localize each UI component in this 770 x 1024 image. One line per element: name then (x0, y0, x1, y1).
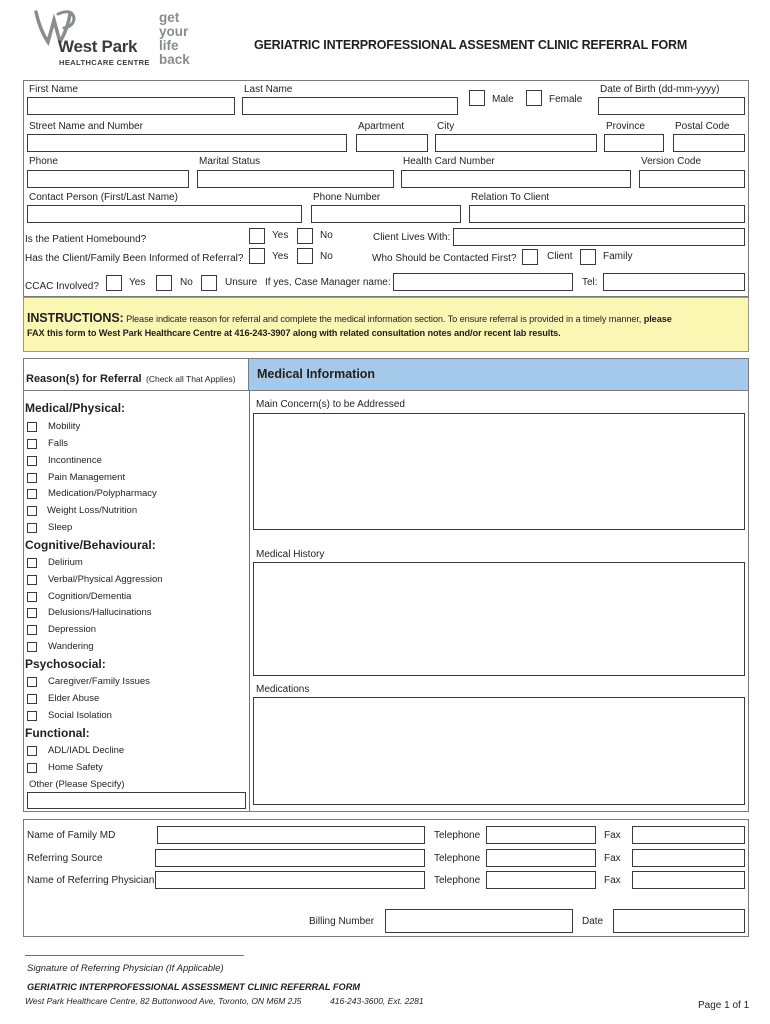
logo-sub: HEALTHCARE CENTRE (59, 58, 150, 67)
female-checkbox[interactable] (526, 90, 542, 106)
tagline-word: back (159, 52, 190, 67)
reason-checkbox[interactable] (27, 746, 37, 756)
homebound-no-label: No (320, 230, 333, 241)
reason-checkbox[interactable] (27, 575, 37, 585)
referring-physician-label: Name of Referring Physician (27, 875, 155, 886)
category-medical-physical: Medical/Physical: (25, 401, 126, 415)
male-checkbox[interactable] (469, 90, 485, 106)
contact-first-question: Who Should be Contacted First? (372, 253, 517, 264)
tagline-word: your (159, 24, 189, 39)
medical-history-label: Medical History (256, 549, 325, 560)
instructions-text-1: Please indicate reason for referral and complete the medical information section. To ensure referral is provided in a timely manner, (126, 314, 642, 324)
page-number: Page 1 of 1 (698, 1000, 750, 1011)
tel-label: Tel: (582, 277, 598, 288)
contact-person-input[interactable] (27, 205, 302, 223)
footer-phone: 416-243-3600, Ext. 2281 (330, 996, 424, 1006)
instructions-heading: INSTRUCTIONS: (27, 311, 124, 325)
dob-input[interactable] (598, 97, 745, 115)
physician-fax-input[interactable] (632, 871, 745, 889)
tel-input[interactable] (603, 273, 745, 291)
instructions-line-1 (27, 311, 672, 325)
reason-checkbox[interactable] (27, 694, 37, 704)
logo-brand: West Park (58, 37, 138, 56)
reason-checkbox[interactable] (27, 489, 37, 499)
reason-checkbox[interactable] (27, 422, 37, 432)
postal-label: Postal Code (675, 121, 730, 132)
reason-label: Elder Abuse (48, 693, 100, 704)
reason-label: ADL/IADL Decline (48, 745, 125, 756)
referring-source-input[interactable] (155, 849, 425, 867)
source-fax-label: Fax (604, 853, 621, 864)
category-functional: Functional: (25, 726, 90, 740)
reason-label: Incontinence (48, 455, 102, 466)
reason-checkbox[interactable] (27, 608, 37, 618)
family-md-label: Name of Family MD (27, 830, 116, 841)
reason-label: Mobility (48, 421, 81, 432)
last-name-input[interactable] (242, 97, 458, 115)
billing-number-label: Billing Number (309, 916, 375, 927)
province-input[interactable] (604, 134, 664, 152)
reasons-header-title: Reason(s) for Referral (26, 373, 142, 385)
informed-yes-checkbox[interactable] (249, 248, 265, 264)
informed-yes-label: Yes (272, 251, 289, 262)
source-telephone-input[interactable] (486, 849, 596, 867)
form-title: GERIATRIC INTERPROFESSIONAL ASSESMENT CLINIC REFERRAL FORM (254, 38, 688, 52)
medical-header-title: Medical Information (257, 367, 376, 381)
logo (28, 8, 198, 72)
male-label: Male (492, 94, 514, 105)
phone-label: Phone (29, 156, 58, 167)
reasons-header-sub: (Check all That Applies) (146, 374, 236, 384)
tagline-word: life (159, 38, 179, 53)
reasons-header (24, 359, 249, 391)
reason-label: Falls (48, 438, 69, 449)
homebound-yes-checkbox[interactable] (249, 228, 265, 244)
instructions-line-2: FAX this form to West Park Healthcare Centre at 416-243-3907 along with related consultation notes and/or recent lab results. (27, 328, 561, 338)
tagline-word: get (159, 10, 180, 25)
apartment-input[interactable] (356, 134, 428, 152)
reason-label: Pain Management (48, 472, 126, 483)
phone-input[interactable] (27, 170, 189, 188)
marital-label: Marital Status (199, 156, 261, 167)
reason-label: Wandering (48, 641, 94, 652)
informed-no-checkbox[interactable] (297, 248, 313, 264)
family-md-telephone-input[interactable] (486, 826, 596, 844)
reason-checkbox[interactable] (27, 456, 37, 466)
reason-label: Home Safety (48, 762, 103, 773)
physician-fax-label: Fax (604, 875, 621, 886)
first-name-input[interactable] (27, 97, 235, 115)
marital-input[interactable] (197, 170, 394, 188)
relation-input[interactable] (469, 205, 745, 223)
instructions-text-1-bold: please (643, 314, 672, 324)
city-label: City (437, 121, 455, 132)
informed-question: Has the Client/Family Been Informed of Referral? (25, 253, 244, 264)
reason-checkbox[interactable] (27, 625, 37, 635)
health-card-input[interactable] (401, 170, 631, 188)
reason-checkbox[interactable] (27, 642, 37, 652)
contact-person-label: Contact Person (First/Last Name) (29, 192, 178, 203)
case-manager-label: If yes, Case Manager name: (265, 277, 391, 288)
apartment-label: Apartment (358, 121, 405, 132)
homebound-question: Is the Patient Homebound? (25, 234, 147, 245)
lives-with-label: Client Lives With: (373, 232, 451, 243)
date-label: Date (582, 916, 604, 927)
ccac-yes-checkbox[interactable] (106, 275, 122, 291)
lives-with-input[interactable] (453, 228, 745, 246)
reason-label: Depression (48, 624, 97, 635)
reason-checkbox[interactable] (27, 558, 37, 568)
case-manager-input[interactable] (393, 273, 573, 291)
footer-address: West Park Healthcare Centre, 82 Buttonwood Ave, Toronto, ON M6M 2J5 (25, 996, 302, 1006)
reason-checkbox[interactable] (27, 523, 37, 533)
other-specify-label: Other (Please Specify) (29, 779, 125, 790)
medications-textarea[interactable] (253, 697, 745, 805)
reason-label: Caregiver/Family Issues (48, 676, 150, 687)
logo-tagline (159, 11, 190, 67)
reason-label: Delirium (48, 557, 83, 568)
ccac-question: CCAC Involved? (25, 281, 99, 292)
female-label: Female (549, 94, 583, 105)
reason-checkbox[interactable] (27, 473, 37, 483)
reason-label: Medication/Polypharmacy (48, 488, 157, 499)
ccac-no-label: No (180, 277, 193, 288)
main-concern-label: Main Concern(s) to be Addressed (256, 399, 405, 410)
billing-number-input[interactable] (385, 909, 573, 933)
street-input[interactable] (27, 134, 347, 152)
referring-source-label: Referring Source (27, 853, 103, 864)
family-md-fax-label: Fax (604, 830, 621, 841)
section-divider (249, 391, 250, 811)
reason-checkbox[interactable] (27, 711, 37, 721)
referring-physician-input[interactable] (155, 871, 425, 889)
dob-label: Date of Birth (dd-mm-yyyy) (600, 84, 720, 95)
province-label: Province (606, 121, 645, 132)
reason-checkbox[interactable] (27, 677, 37, 687)
category-cognitive-behavioural: Cognitive/Behavioural: (25, 538, 156, 552)
ccac-unsure-checkbox[interactable] (201, 275, 217, 291)
family-md-telephone-label: Telephone (434, 830, 481, 841)
ccac-no-checkbox[interactable] (156, 275, 172, 291)
main-concern-textarea[interactable] (253, 413, 745, 530)
informed-no-label: No (320, 251, 333, 262)
contact-family-checkbox[interactable] (580, 249, 596, 265)
family-md-fax-input[interactable] (632, 826, 745, 844)
signature-label: Signature of Referring Physician (If Applicable) (27, 963, 224, 974)
relation-label: Relation To Client (471, 192, 550, 203)
contact-family-label: Family (603, 251, 633, 262)
reason-label: Weight Loss/Nutrition (47, 505, 138, 516)
contact-phone-input[interactable] (311, 205, 461, 223)
reason-checkbox[interactable] (27, 763, 37, 773)
street-label: Street Name and Number (29, 121, 143, 132)
physician-telephone-label: Telephone (434, 875, 481, 886)
version-label: Version Code (641, 156, 702, 167)
version-input[interactable] (639, 170, 745, 188)
contact-client-label: Client (547, 251, 573, 262)
contact-client-checkbox[interactable] (522, 249, 538, 265)
city-input[interactable] (435, 134, 597, 152)
reason-label: Sleep (48, 522, 73, 533)
medical-header (249, 359, 748, 391)
physician-telephone-input[interactable] (486, 871, 596, 889)
first-name-label: First Name (29, 84, 78, 95)
reason-label: Social Isolation (48, 710, 112, 721)
footer-title: GERIATRIC INTERPROFESSIONAL ASSESSMENT CLINIC REFERRAL FORM (27, 982, 360, 992)
health-card-label: Health Card Number (403, 156, 495, 167)
reason-checkbox[interactable] (27, 506, 37, 516)
reason-checkbox[interactable] (27, 592, 37, 602)
reason-checkbox[interactable] (27, 439, 37, 449)
last-name-label: Last Name (244, 84, 293, 95)
family-md-input[interactable] (157, 826, 425, 844)
homebound-yes-label: Yes (272, 230, 289, 241)
other-specify-input[interactable] (27, 792, 246, 809)
source-telephone-label: Telephone (434, 853, 481, 864)
category-psychosocial: Psychosocial: (25, 657, 106, 671)
reason-label: Verbal/Physical Aggression (48, 574, 163, 585)
ccac-unsure-label: Unsure (225, 277, 258, 288)
medical-history-textarea[interactable] (253, 562, 745, 676)
postal-input[interactable] (673, 134, 745, 152)
homebound-no-checkbox[interactable] (297, 228, 313, 244)
ccac-yes-label: Yes (129, 277, 146, 288)
medications-label: Medications (256, 684, 310, 695)
signature-line (25, 955, 244, 956)
date-input[interactable] (613, 909, 745, 933)
reason-label: Delusions/Hallucinations (48, 607, 152, 618)
contact-phone-label: Phone Number (313, 192, 381, 203)
reason-label: Cognition/Dementia (48, 591, 132, 602)
source-fax-input[interactable] (632, 849, 745, 867)
